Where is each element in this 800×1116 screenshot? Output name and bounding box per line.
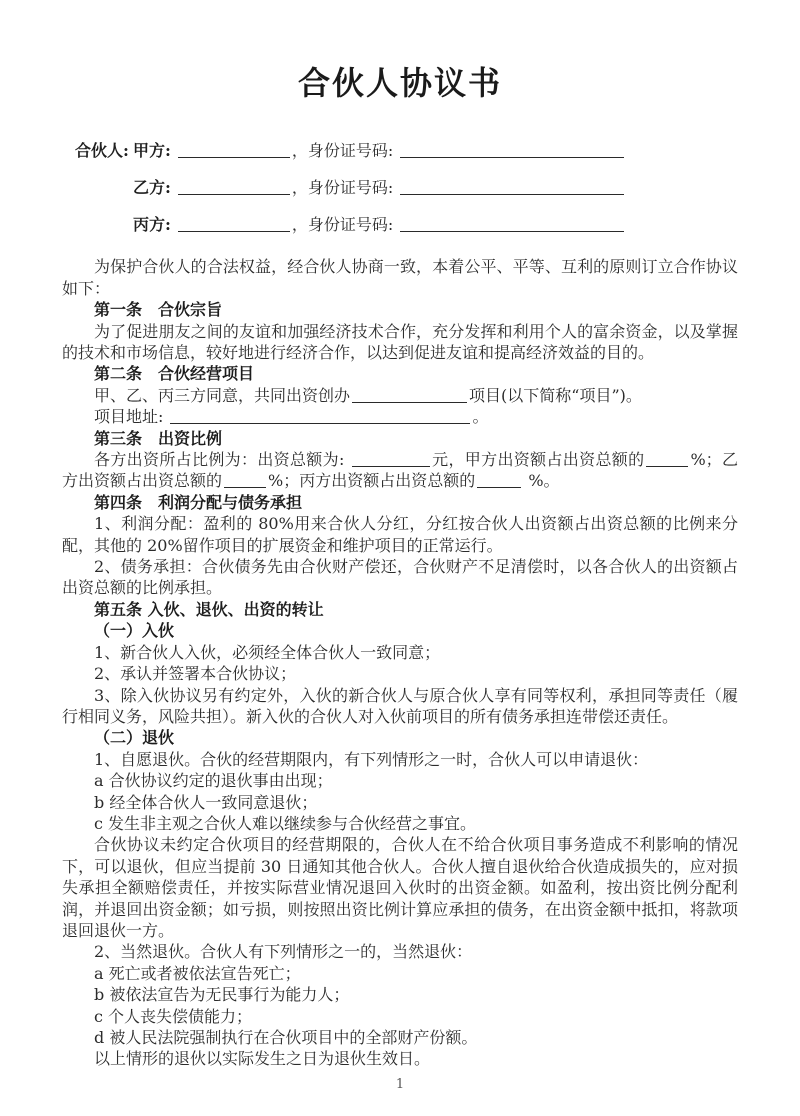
text-run: 2、当然退伙。合伙人有下列情形之一的，当然退伙： bbox=[94, 942, 473, 962]
text-run: %；乙方出资额占出资总额的 bbox=[62, 450, 738, 491]
party-id-label: ，身份证号码: bbox=[291, 215, 394, 235]
fill-in-blank bbox=[224, 473, 266, 488]
document-body bbox=[62, 256, 738, 1069]
text-run: 第三条 出资比例 bbox=[94, 428, 223, 448]
text-run: 各方出资所占比例为：出资总额为: bbox=[94, 450, 350, 470]
text-run: 元，甲方出资额占出资总额的 bbox=[431, 450, 645, 470]
paragraph bbox=[62, 834, 738, 941]
text-run: %。 bbox=[523, 471, 560, 491]
text-run: 3、除入伙协议另有约定外，入伙的新合伙人与原合伙人享有同等权利，承担同等责任（履行相同义务，风险共担）。新入伙的合伙人对入伙前项目的所有债务承担连带偿还责任。 bbox=[62, 685, 738, 726]
text-run: 项目(以下简称“项目”)。 bbox=[469, 385, 642, 405]
party-id-blank bbox=[400, 143, 624, 158]
text-run: 2、承认并签署本合伙协议； bbox=[94, 664, 297, 684]
paragraph bbox=[62, 963, 738, 984]
party-name-blank bbox=[178, 180, 290, 195]
party-id-label: ，身份证号码: bbox=[291, 141, 394, 161]
text-run: 2、债务承担：合伙债务先由合伙财产偿还，合伙财产不足清偿时，以各合伙人的出资额占出资总额的比例承担。 bbox=[62, 557, 738, 598]
text-run: d 被人民法院强制执行在合伙项目中的全部财产份额。 bbox=[94, 1028, 478, 1048]
text-run: b 经全体合伙人一致同意退伙； bbox=[94, 792, 318, 812]
party-role-label: 丙方: bbox=[133, 215, 171, 235]
paragraph bbox=[62, 663, 738, 684]
paragraph bbox=[62, 385, 738, 406]
paragraph bbox=[62, 685, 738, 728]
text-run: 第五条 入伙、退伙、出资的转让 bbox=[94, 599, 324, 619]
text-run: c 发生非主观之合伙人难以继续参与合伙经营之事宜。 bbox=[94, 813, 477, 833]
paragraph bbox=[62, 449, 738, 492]
text-run: 1、新合伙人入伙，必须经全体合伙人一致同意； bbox=[94, 642, 441, 662]
text-run: 合伙协议未约定合伙项目的经营期限的，合伙人在不给合伙项目事务造成不利影响的情况下，可以退伙，但应当提前 30 日通知其他合伙人。合伙人擅自退伙给合伙造成损失的，应对损失承担全额赔偿责任，并按实际营业情况退回入伙时的出资金额。如盈利，按出资比例分配利润，并退回出资金额；如亏损，则按照出资比例计算应承担的债务，在出资金额中抵扣，将款项退回退伙一方。 bbox=[62, 835, 738, 940]
paragraph bbox=[62, 1048, 738, 1069]
text-run: 甲、乙、丙三方同意，共同出资创办 bbox=[94, 385, 351, 405]
section-heading bbox=[62, 428, 738, 449]
section-heading bbox=[62, 299, 738, 320]
text-run: a 合伙协议约定的退伙事由出现； bbox=[94, 771, 333, 791]
section-heading bbox=[62, 599, 738, 620]
text-run: %；丙方出资额占出资总额的 bbox=[268, 471, 476, 491]
paragraph bbox=[62, 792, 738, 813]
text-run: a 死亡或者被依法宣告死亡； bbox=[94, 963, 301, 983]
parties-prefix-label: 合伙人: bbox=[75, 141, 129, 161]
text-run: （二）退伙 bbox=[94, 728, 175, 748]
document-title: 合伙人协议书 bbox=[297, 64, 502, 102]
party-id-blank bbox=[400, 217, 624, 232]
party-role-label: 甲方: bbox=[133, 141, 171, 161]
paragraph bbox=[62, 813, 738, 834]
text-run: 第四条 利润分配与债务承担 bbox=[94, 492, 303, 512]
paragraph bbox=[62, 1006, 738, 1027]
party-id-label: ，身份证号码: bbox=[291, 178, 394, 198]
parties-block bbox=[62, 132, 738, 243]
party-name-blank bbox=[178, 217, 290, 232]
text-run: 为保护合伙人的合法权益，经合伙人协商一致，本着公平、平等、互利的原则订立合作协议如下： bbox=[62, 257, 738, 298]
paragraph bbox=[62, 1027, 738, 1048]
section-heading bbox=[62, 620, 738, 641]
paragraph bbox=[62, 321, 738, 364]
paragraph bbox=[62, 642, 738, 663]
section-heading bbox=[62, 492, 738, 513]
party-row-jiafang bbox=[75, 132, 738, 169]
text-run: 第二条 合伙经营项目 bbox=[94, 364, 255, 384]
text-run: 项目地址: bbox=[94, 407, 169, 427]
party-row-bingfang bbox=[75, 206, 738, 243]
party-row-yifang bbox=[75, 169, 738, 206]
text-run: 1、利润分配：盈利的 80%用来合伙人分红，分红按合伙人出资额占出资总额的比例来分配，其他的 20%留作项目的扩展资金和维护项目的正常运行。 bbox=[62, 514, 738, 555]
section-heading bbox=[62, 727, 738, 748]
party-id-blank bbox=[400, 180, 624, 195]
text-run: （一）入伙 bbox=[94, 621, 175, 641]
paragraph bbox=[62, 984, 738, 1005]
fill-in-blank bbox=[477, 473, 521, 488]
text-run: 为了促进朋友之间的友谊和加强经济技术合作，充分发挥和利用个人的富余资金，以及掌握的技术和市场信息，较好地进行经济合作，以达到促进友谊和提高经济效益的目的。 bbox=[62, 321, 738, 363]
paragraph bbox=[62, 770, 738, 791]
paragraph bbox=[62, 941, 738, 962]
page-number: 1 bbox=[395, 1077, 405, 1092]
text-run: b 被依法宣告为无民事行为能力人； bbox=[94, 985, 350, 1005]
party-name-blank bbox=[178, 143, 290, 158]
paragraph bbox=[62, 513, 738, 556]
section-heading bbox=[62, 363, 738, 384]
fill-in-blank bbox=[646, 452, 688, 467]
paragraph bbox=[62, 556, 738, 599]
text-run: 1、自愿退伙。合伙的经营期限内，有下列情形之一时，合伙人可以申请退伙： bbox=[94, 749, 649, 769]
party-role-label: 乙方: bbox=[133, 178, 171, 198]
fill-in-blank bbox=[170, 409, 470, 424]
text-run: 以上情形的退伙以实际发生之日为退伙生效日。 bbox=[94, 1049, 431, 1069]
text-run: 。 bbox=[472, 407, 489, 427]
paragraph bbox=[62, 256, 738, 299]
fill-in-blank bbox=[352, 452, 430, 467]
paragraph bbox=[62, 749, 738, 770]
fill-in-blank bbox=[352, 388, 467, 403]
paragraph bbox=[62, 406, 738, 427]
text-run: 第一条 合伙宗旨 bbox=[94, 300, 223, 320]
text-run: c 个人丧失偿债能力； bbox=[94, 1006, 253, 1026]
